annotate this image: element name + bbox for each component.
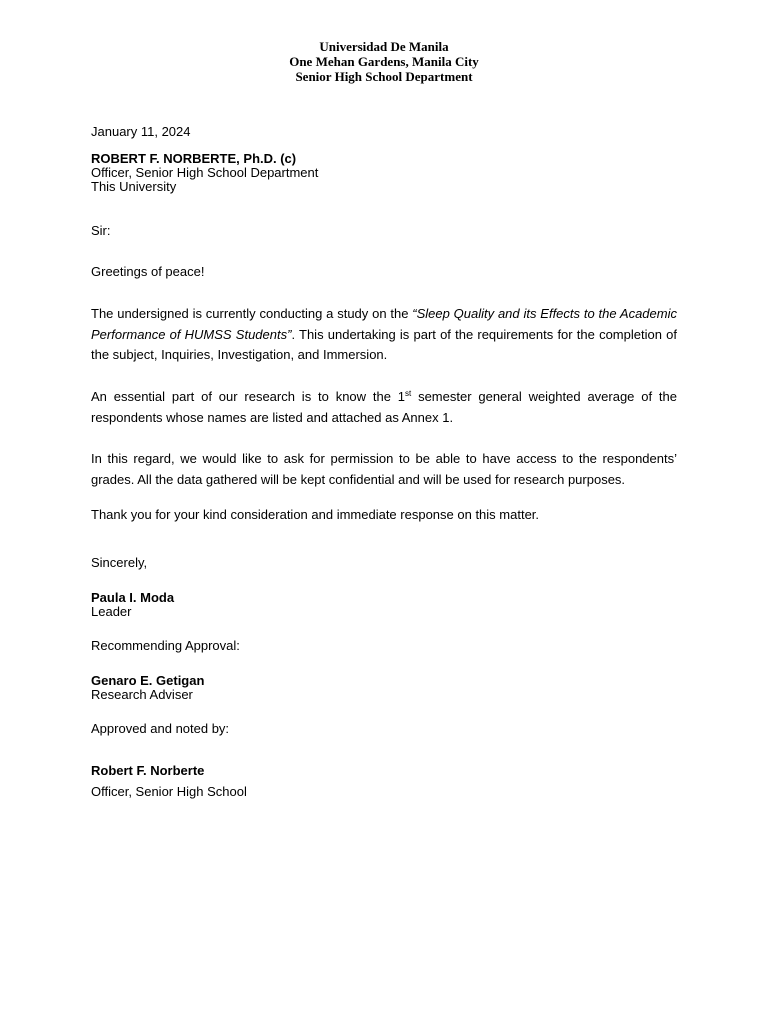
signer-block [91, 591, 677, 619]
letterhead [0, 39, 768, 84]
paragraph-gwa-pre: An essential part of our research is to know the 1 [91, 389, 406, 404]
closing: Sincerely, [91, 555, 148, 570]
recipient-name: ROBERT F. NORBERTE, Ph.D. (c) [91, 151, 297, 166]
approved-block [91, 764, 677, 799]
recommending-label: Recommending Approval: [91, 638, 240, 653]
paragraph-study-post: . This undertaking is part of the requirements for the completion of the subject, Inquiries, Investigation, and Immersion. [91, 326, 677, 362]
approver-role: Officer, Senior High School [91, 784, 247, 799]
university-name: Universidad De Manila [319, 39, 449, 54]
paragraph-thanks: Thank you for your kind consideration and immediate response on this matter. [91, 507, 540, 522]
university-address: One Mehan Gardens, Manila City [289, 54, 479, 69]
recommending-block [91, 674, 677, 702]
ordinal-suffix: st [405, 389, 412, 398]
greeting: Greetings of peace! [91, 264, 205, 279]
adviser-role: Research Adviser [91, 687, 193, 702]
signer-role: Leader [91, 604, 132, 619]
approved-label: Approved and noted by: [91, 721, 230, 736]
salutation: Sir: [91, 223, 111, 238]
recipient-block [91, 152, 677, 194]
recipient-position: Officer, Senior High School Department [91, 165, 319, 180]
adviser-name: Genaro E. Getigan [91, 673, 205, 688]
department-name: Senior High School Department [295, 69, 473, 84]
paragraph-gwa-post: semester general weighted average of the respondents whose names are listed and attached as Annex 1. [91, 389, 677, 425]
study-title: “Sleep Quality and its Effects to the Academic Performance of HUMSS Students” [91, 306, 677, 342]
paragraph-gwa [91, 387, 677, 428]
signer-name: Paula I. Moda [91, 590, 175, 605]
recipient-org: This University [91, 179, 177, 194]
letter-date: January 11, 2024 [91, 124, 191, 139]
paragraph-study-pre: The undersigned is currently conducting a study on the [91, 306, 413, 321]
approver-name: Robert F. Norberte [91, 763, 205, 778]
paragraph-study [91, 304, 677, 366]
paragraph-permission: In this regard, we would like to ask for permission to be able to have access to the respondents’ grades. All the data gathered will be kept confidential and will be used for research purposes. [91, 451, 677, 487]
